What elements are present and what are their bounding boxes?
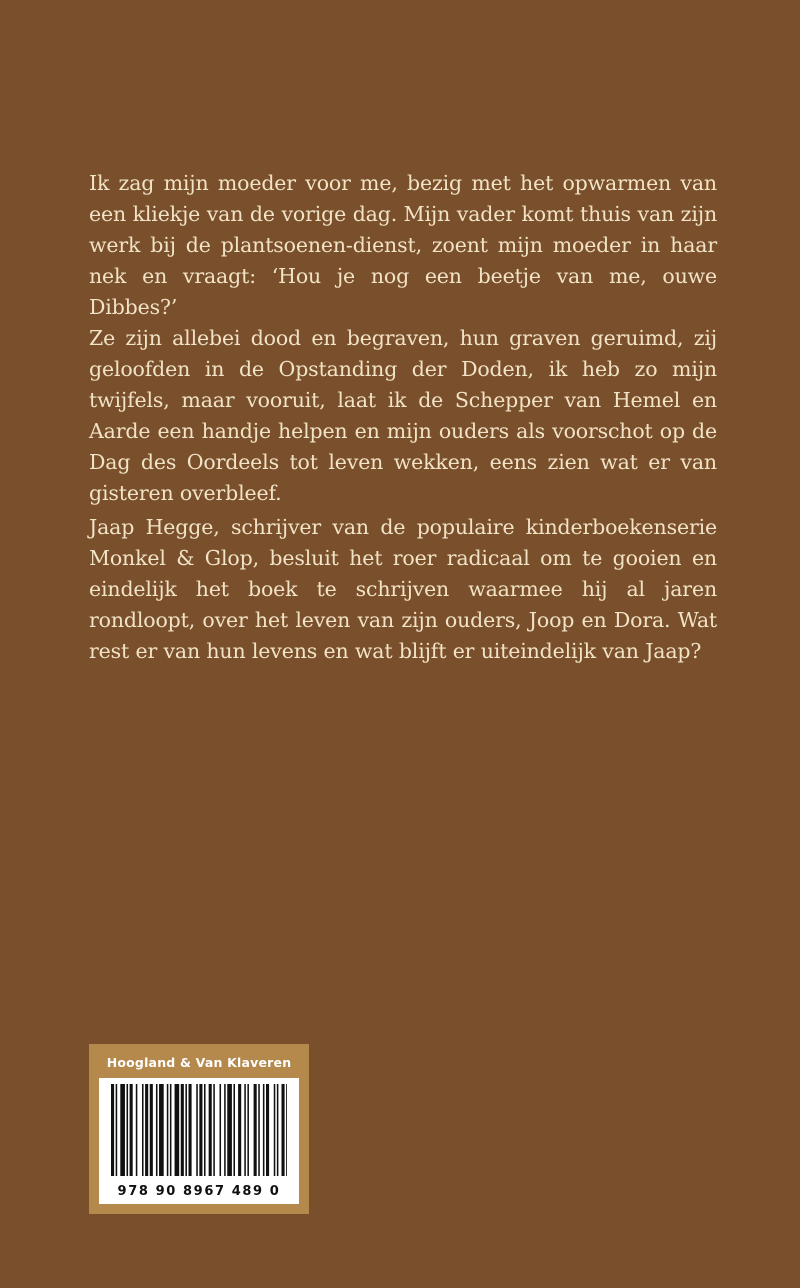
blurb-paragraph: Jaap Hegge, schrijver van de populaire kinderboekenserie Monkel & Glop, besluit het roer radicaal om te gooien en eindelijk het boek te schrijven waarmee hij al jaren rondloopt, over het leven van zijn ouders, Joop en Dora. Wat rest er van hun levens en wat blijft er uiteindelijk van Jaap?	[89, 515, 717, 663]
isbn-number: 978 90 8967 489 0	[117, 1184, 281, 1199]
barcode-icon	[111, 1084, 287, 1176]
excerpt-paragraph-1: Ik zag mijn moeder voor me, bezig met het opwarmen van een kliekje van de vorige dag. Mijn vader komt thuis van zijn werk bij de plantsoenen-dienst, zoent mijn moeder in haar nek en vraagt: ‘Hou je nog een beetje van me, ouwe Dibbes?’	[89, 171, 717, 319]
excerpt	[89, 168, 717, 509]
excerpt-paragraph-2: Ze zijn allebei dood en begraven, hun graven geruimd, zij geloofden in de Opstanding der Doden, ik heb zo mijn twijfels, maar vooruit, laat ik de Schepper van Hemel en Aarde een handje helpen en mijn ouders als voorschot op de Dag des Oordeels tot leven wekken, eens zien wat er van gisteren overbleef.	[89, 326, 717, 505]
barcode-box	[89, 1044, 309, 1214]
blurb	[89, 512, 717, 667]
barcode-panel	[99, 1078, 299, 1204]
publisher-name: Hoogland & Van Klaveren	[106, 1055, 292, 1070]
